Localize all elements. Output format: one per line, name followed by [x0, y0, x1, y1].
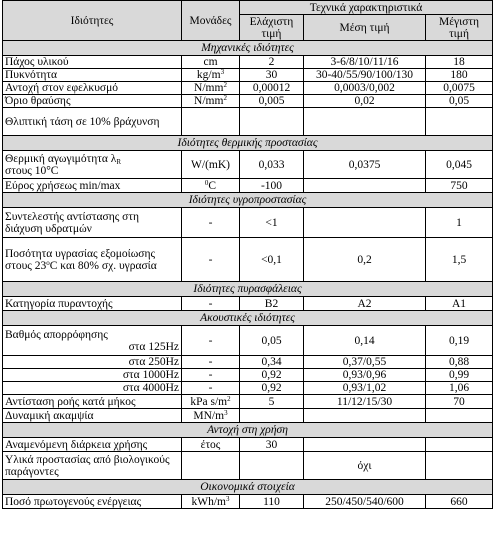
- row-min: 30: [240, 438, 304, 452]
- row-unit: $N/mm^2$: [182, 82, 240, 95]
- row-unit: -: [182, 238, 240, 282]
- row-min: 0,005: [240, 95, 304, 108]
- row-min: 0,05: [240, 326, 304, 356]
- row-min: <0,1: [240, 238, 304, 282]
- row-unit: $MN/m^3$: [182, 409, 240, 423]
- header-properties: Ιδιότητες: [3, 1, 182, 41]
- row-avg: 0,93/0,96: [304, 369, 426, 382]
- row-min: B2: [240, 297, 304, 311]
- row-min: 0,92: [240, 382, 304, 395]
- row-max: 1: [426, 208, 493, 238]
- row-avg: A2: [304, 297, 426, 311]
- row-label: Κατηγορία πυραντοχής: [3, 297, 182, 311]
- header-technical: Τεχνικά χαρακτηριστικά: [240, 1, 493, 15]
- row-max: 0,0075: [426, 82, 493, 95]
- row-max: 0,99: [426, 369, 493, 382]
- row-min: 110: [240, 495, 304, 509]
- row-label: στα 1000Hz: [3, 369, 182, 382]
- row-unit: -: [182, 208, 240, 238]
- row-avg: 250/450/540/600: [304, 495, 426, 509]
- row-avg: 0,0003/0,002: [304, 82, 426, 95]
- row-unit: -: [182, 369, 240, 382]
- row-label: Θλιπτική τάση σε 10% βράχυνση: [3, 108, 182, 136]
- row-label: Αναμενόμενη διάρκεια χρήσης: [3, 438, 182, 452]
- row-max: 0,045: [426, 151, 493, 179]
- row-label: Πυκνότητα: [3, 69, 182, 82]
- row-label: Ποσότητα υγρασίας εξομοίωσης στους $23^oC$ και 80% σχ. υγρασία: [3, 238, 182, 282]
- row-avg: 3-6/8/10/11/16: [304, 56, 426, 69]
- row-label: Δυναμική ακαμψία: [3, 409, 182, 423]
- row-min: 5: [240, 395, 304, 409]
- row-unit: kWh/$m^3$: [182, 495, 240, 509]
- row-min: -100: [240, 179, 304, 193]
- row-unit: έτος: [182, 438, 240, 452]
- header-units: Μονάδες: [182, 1, 240, 41]
- row-max: 70: [426, 395, 493, 409]
- row-unit: $^0$C: [182, 179, 240, 193]
- row-max: A1: [426, 297, 493, 311]
- row-unit: W/(mK): [182, 151, 240, 179]
- row-label: στα 250Hz: [3, 356, 182, 369]
- row-label: Ποσό πρωτογενούς ενέργειας: [3, 495, 182, 509]
- section-durability: Αντοχή στη χρήση: [3, 423, 493, 438]
- row-avg: 0,14: [304, 326, 426, 356]
- row-max: 0,88: [426, 356, 493, 369]
- row-max: 1,06: [426, 382, 493, 395]
- row-avg: 0,37/0,55: [304, 356, 426, 369]
- row-min: 0,34: [240, 356, 304, 369]
- row-max: 0,05: [426, 95, 493, 108]
- row-label: Όριο θραύσης: [3, 95, 182, 108]
- row-avg: όχι: [304, 452, 426, 480]
- row-max: 18: [426, 56, 493, 69]
- row-max: 180: [426, 69, 493, 82]
- row-unit: $kg/m^3$: [182, 69, 240, 82]
- row-min: 2: [240, 56, 304, 69]
- row-label: Εύρος χρήσεως min/max: [3, 179, 182, 193]
- row-label: Συντελεστής αντίστασης στη διάχυση υδρατμών: [3, 208, 182, 238]
- row-avg: 0,93/1,02: [304, 382, 426, 395]
- row-unit: -: [182, 382, 240, 395]
- row-min: 30: [240, 69, 304, 82]
- header-avg: Μέση τιμή: [304, 15, 426, 41]
- row-avg: 11/12/15/30: [304, 395, 426, 409]
- row-min: 0,00012: [240, 82, 304, 95]
- row-min: <1: [240, 208, 304, 238]
- row-avg: 0,0375: [304, 151, 426, 179]
- section-moisture: Ιδιότητες υγροπροστασίας: [3, 193, 493, 208]
- row-unit: kPa $s/m^2$: [182, 395, 240, 409]
- row-max: 0,19: [426, 326, 493, 356]
- section-economic: Οικονομικά στοιχεία: [3, 480, 493, 495]
- row-unit: -: [182, 356, 240, 369]
- row-label: Υλικά προστασίας από βιολογικούς παράγοντες: [3, 452, 182, 480]
- row-min: 0,033: [240, 151, 304, 179]
- section-acoustic: Ακουστικές ιδιότητες: [3, 311, 493, 326]
- row-avg: 0,2: [304, 238, 426, 282]
- header-max: Μέγιστη τιμή: [426, 15, 493, 41]
- specifications-table: [2, 0, 493, 509]
- row-max: 750: [426, 179, 493, 193]
- row-min: 0,92: [240, 369, 304, 382]
- row-label: Αντίσταση ροής κατά μήκος: [3, 395, 182, 409]
- row-unit: -: [182, 326, 240, 356]
- row-max: 1,5: [426, 238, 493, 282]
- row-unit: -: [182, 297, 240, 311]
- row-label: Θερμική αγωγιμότητα $\lambda_R$ στους 10°C: [3, 151, 182, 179]
- row-label: Πάχος υλικού: [3, 56, 182, 69]
- row-label: Αντοχή στον εφελκυσμό: [3, 82, 182, 95]
- row-avg: 30-40/55/90/100/130: [304, 69, 426, 82]
- section-mechanical: Μηχανικές ιδιότητες: [3, 41, 493, 56]
- header-min: Ελάχιστη τιμή: [240, 15, 304, 41]
- row-label: Βαθμός απορρόφησης στα 125Hz: [3, 326, 182, 356]
- section-fire: Ιδιότητες πυρασφάλειας: [3, 282, 493, 297]
- row-avg: 0,02: [304, 95, 426, 108]
- row-unit: cm: [182, 56, 240, 69]
- row-unit: $N/mm^2$: [182, 95, 240, 108]
- section-thermal: Ιδιότητες θερμικής προστασίας: [3, 136, 493, 151]
- row-label: στα 4000Hz: [3, 382, 182, 395]
- row-max: 660: [426, 495, 493, 509]
